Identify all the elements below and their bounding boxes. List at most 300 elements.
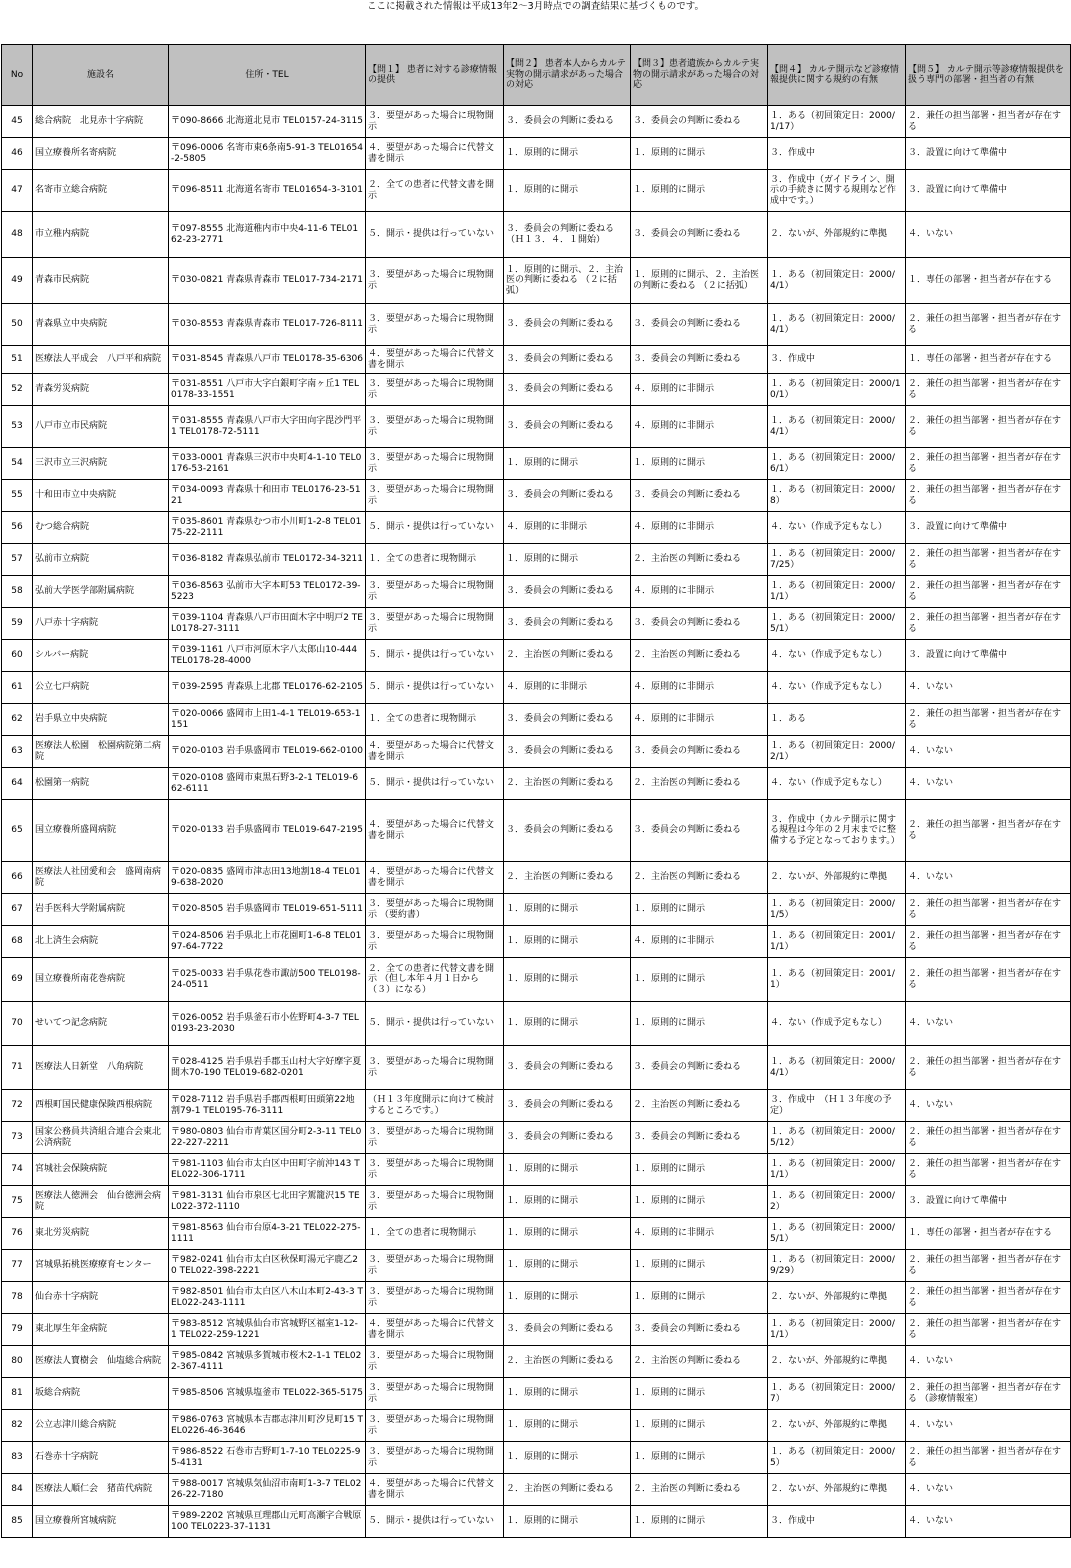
table-row <box>2 1002 1071 1046</box>
cell-q1: ４．要望があった場合に代替文書を開示 <box>366 736 504 768</box>
cell-q2: ３．委員会の判断に委ねる <box>504 406 631 448</box>
cell-no: 71 <box>2 1046 33 1090</box>
cell-no: 69 <box>2 958 33 1002</box>
table-row <box>2 926 1071 958</box>
cell-no: 50 <box>2 304 33 346</box>
col-header-q5: 【問５】 カルテ開示等診療情報提供を扱う専門の部署・担当者の有無 <box>906 45 1071 106</box>
table-body <box>2 106 1071 1538</box>
cell-facility: 岩手医科大学附属病院 <box>33 894 169 926</box>
cell-q4: １．ある（初回策定日：2000/5/12） <box>768 1122 906 1154</box>
cell-q4: ２．ないが、外部規約に準拠 <box>768 1346 906 1378</box>
cell-facility: 医療法人松園 松園病院第二病院 <box>33 736 169 768</box>
cell-q5: ２．兼任の担当部署・担当者が存在する <box>906 1046 1071 1090</box>
table-row <box>2 1314 1071 1346</box>
cell-q3: ４．原則的に非開示 <box>631 512 768 544</box>
cell-q2: ３．委員会の判断に委ねる（Ｈ１３．４．１開始） <box>504 212 631 258</box>
cell-q3: １．原則的に開示 <box>631 138 768 170</box>
cell-q2: １．原則的に開示 <box>504 448 631 480</box>
cell-q3: １．原則的に開示 <box>631 1282 768 1314</box>
cell-address: 〒030-8553 青森県青森市 TEL017-726-8111 <box>169 304 366 346</box>
cell-no: 64 <box>2 768 33 800</box>
cell-q2: ２．主治医の判断に委ねる <box>504 862 631 894</box>
cell-q4: １．ある（初回策定日：2000/7/25） <box>768 544 906 576</box>
cell-facility: 弘前市立病院 <box>33 544 169 576</box>
cell-facility: 青森県立中央病院 <box>33 304 169 346</box>
table-header-row <box>2 45 1071 106</box>
table-row <box>2 1122 1071 1154</box>
cell-q1: （Ｈ１３年度開示に向けて検討するところです。） <box>366 1090 504 1122</box>
cell-address: 〒982-0241 仙台市太白区秋保町湯元字鹿乙20 TEL022-398-2221 <box>169 1250 366 1282</box>
cell-q2: １．原則的に開示 <box>504 1218 631 1250</box>
cell-q4: １．ある（初回策定日：2000/6/1） <box>768 448 906 480</box>
cell-address: 〒020-0108 盛岡市東黒石野3-2-1 TEL019-662-6111 <box>169 768 366 800</box>
cell-q4: ２．ないが、外部規約に準拠 <box>768 1474 906 1506</box>
cell-no: 49 <box>2 258 33 304</box>
cell-q3: １．原則的に開示 <box>631 1506 768 1538</box>
cell-q5: ４．いない <box>906 1474 1071 1506</box>
cell-q1: ３．要望があった場合に現物開示 <box>366 608 504 640</box>
cell-q3: ３．委員会の判断に委ねる <box>631 1046 768 1090</box>
cell-address: 〒020-0133 岩手県盛岡市 TEL019-647-2195 <box>169 800 366 862</box>
cell-q5: １．専任の部署・担当者が存在する <box>906 1218 1071 1250</box>
cell-facility: 弘前大学医学部附属病院 <box>33 576 169 608</box>
cell-no: 67 <box>2 894 33 926</box>
cell-q2: ３．委員会の判断に委ねる <box>504 576 631 608</box>
cell-q3: １．原則的に開示 <box>631 1410 768 1442</box>
cell-address: 〒031-8551 八戸市大字白銀町字南ヶ丘1 TEL0178-33-1551 <box>169 374 366 406</box>
table-row <box>2 106 1071 138</box>
cell-q3: ４．原則的に非開示 <box>631 926 768 958</box>
cell-q3: ３．委員会の判断に委ねる <box>631 212 768 258</box>
cell-q2: ３．委員会の判断に委ねる <box>504 800 631 862</box>
cell-no: 62 <box>2 704 33 736</box>
cell-q4: ３．作成中（ガイドライン、開示の手続きに関する規則など作成中です。） <box>768 170 906 212</box>
cell-q4: １．ある <box>768 704 906 736</box>
cell-q3: １．原則的に開示 <box>631 170 768 212</box>
cell-facility: 国立療養所南花巻病院 <box>33 958 169 1002</box>
cell-q3: ４．原則的に非開示 <box>631 576 768 608</box>
cell-q1: ３．要望があった場合に現物開示 <box>366 1282 504 1314</box>
table-row <box>2 480 1071 512</box>
table-row <box>2 736 1071 768</box>
cell-facility: 西根町国民健康保険西根病院 <box>33 1090 169 1122</box>
cell-facility: 医療法人徳洲会 仙台徳洲会病院 <box>33 1186 169 1218</box>
cell-facility: 三沢市立三沢病院 <box>33 448 169 480</box>
cell-q3: １．原則的に開示 <box>631 1186 768 1218</box>
cell-q5: ３．設置に向けて準備中 <box>906 640 1071 672</box>
cell-q3: ２．主治医の判断に委ねる <box>631 1090 768 1122</box>
table-row <box>2 138 1071 170</box>
cell-facility: 総合病院 北見赤十字病院 <box>33 106 169 138</box>
cell-q4: １．ある（初回策定日：2001/1） <box>768 958 906 1002</box>
table-row <box>2 1346 1071 1378</box>
cell-q3: ４．原則的に非開示 <box>631 374 768 406</box>
table-row <box>2 1250 1071 1282</box>
cell-q1: ３．要望があった場合に現物開示 <box>366 1154 504 1186</box>
cell-q5: ２．兼任の担当部署・担当者が存在する <box>906 374 1071 406</box>
cell-q5: ２．兼任の担当部署・担当者が存在する <box>906 926 1071 958</box>
cell-facility: 東北厚生年金病院 <box>33 1314 169 1346</box>
cell-address: 〒031-8555 青森県八戸市大字田向字毘沙門平1 TEL0178-72-5111 <box>169 406 366 448</box>
cell-q2: ３．委員会の判断に委ねる <box>504 736 631 768</box>
cell-q5: ２．兼任の担当部署・担当者が存在する <box>906 544 1071 576</box>
cell-q5: １．専任の部署・担当者が存在する <box>906 258 1071 304</box>
cell-q5: ３．設置に向けて準備中 <box>906 1186 1071 1218</box>
cell-no: 52 <box>2 374 33 406</box>
cell-address: 〒988-0017 宮城県気仙沼市南町1-3-7 TEL0226-22-7180 <box>169 1474 366 1506</box>
cell-facility: 国家公務員共済組合連合会東北公済病院 <box>33 1122 169 1154</box>
cell-q3: １．原則的に開示 <box>631 1002 768 1046</box>
cell-q1: １．全ての患者に現物開示 <box>366 704 504 736</box>
cell-q5: ４．いない <box>906 1346 1071 1378</box>
cell-q4: １．ある（初回策定日：2000/5/1） <box>768 608 906 640</box>
cell-q3: ２．主治医の判断に委ねる <box>631 1474 768 1506</box>
cell-no: 79 <box>2 1314 33 1346</box>
cell-q4: １．ある（初回策定日：2000/7） <box>768 1378 906 1410</box>
cell-q5: ２．兼任の担当部署・担当者が存在する （診療情報室） <box>906 1378 1071 1410</box>
cell-facility: 石巻赤十字病院 <box>33 1442 169 1474</box>
cell-q1: ３．要望があった場合に現物開示 <box>366 258 504 304</box>
table-row <box>2 1046 1071 1090</box>
cell-no: 78 <box>2 1282 33 1314</box>
cell-no: 48 <box>2 212 33 258</box>
cell-q5: ２．兼任の担当部署・担当者が存在する <box>906 800 1071 862</box>
cell-q4: ２．ないが、外部規約に準拠 <box>768 212 906 258</box>
cell-q2: ３．委員会の判断に委ねる <box>504 608 631 640</box>
table-row <box>2 1090 1071 1122</box>
table-row <box>2 800 1071 862</box>
cell-q1: ５．開示・提供は行っていない <box>366 512 504 544</box>
table-row <box>2 1378 1071 1410</box>
cell-address: 〒981-8563 仙台市台原4-3-21 TEL022-275-1111 <box>169 1218 366 1250</box>
cell-address: 〒980-0803 仙台市青葉区国分町2-3-11 TEL022-227-2211 <box>169 1122 366 1154</box>
cell-no: 75 <box>2 1186 33 1218</box>
cell-q4: １．ある（初回策定日：2000/4/1） <box>768 406 906 448</box>
table-row <box>2 894 1071 926</box>
table-row <box>2 1154 1071 1186</box>
cell-q1: ３．要望があった場合に現物開示 <box>366 304 504 346</box>
table-row <box>2 1282 1071 1314</box>
cell-q1: ３．要望があった場合に現物開示 <box>366 1186 504 1218</box>
cell-q2: ４．原則的に非開示 <box>504 512 631 544</box>
cell-address: 〒025-0033 岩手県花巻市諏訪500 TEL0198-24-0511 <box>169 958 366 1002</box>
cell-facility: 国立療養所宮城病院 <box>33 1506 169 1538</box>
cell-facility: 医療法人平成会 八戸平和病院 <box>33 346 169 374</box>
cell-q1: １．全ての患者に現物開示 <box>366 544 504 576</box>
cell-no: 58 <box>2 576 33 608</box>
cell-q5: ２．兼任の担当部署・担当者が存在する <box>906 406 1071 448</box>
cell-address: 〒026-0052 岩手県釜石市小佐野町4-3-7 TEL0193-23-2030 <box>169 1002 366 1046</box>
cell-q2: １．原則的に開示 <box>504 1002 631 1046</box>
cell-q4: １．ある（初回策定日：2000/5/1） <box>768 1218 906 1250</box>
table-row <box>2 1474 1071 1506</box>
cell-q1: ３．要望があった場合に現物開示 <box>366 1250 504 1282</box>
cell-q1: ３．要望があった場合に現物開示 <box>366 448 504 480</box>
cell-q4: １．ある（初回策定日：2001/1/1） <box>768 926 906 958</box>
cell-q4: ３．作成中 <box>768 138 906 170</box>
table-row <box>2 768 1071 800</box>
cell-q3: ２．主治医の判断に委ねる <box>631 768 768 800</box>
cell-facility: 八戸赤十字病院 <box>33 608 169 640</box>
cell-q2: １．原則的に開示 <box>504 1250 631 1282</box>
cell-q1: ３．要望があった場合に現物開示 <box>366 1410 504 1442</box>
cell-facility: せいてつ記念病院 <box>33 1002 169 1046</box>
cell-q4: ４．ない（作成予定もなし） <box>768 768 906 800</box>
cell-address: 〒020-0103 岩手県盛岡市 TEL019-662-0100 <box>169 736 366 768</box>
cell-facility: 東北労災病院 <box>33 1218 169 1250</box>
table-row <box>2 958 1071 1002</box>
cell-facility: 松園第一病院 <box>33 768 169 800</box>
table-row <box>2 258 1071 304</box>
cell-q5: ２．兼任の担当部署・担当者が存在する <box>906 106 1071 138</box>
cell-no: 46 <box>2 138 33 170</box>
cell-q4: １．ある（初回策定日：2000/9/29） <box>768 1250 906 1282</box>
cell-address: 〒030-0821 青森県青森市 TEL017-734-2171 <box>169 258 366 304</box>
cell-facility: 宮城県拓桃医療療育センター <box>33 1250 169 1282</box>
cell-no: 81 <box>2 1378 33 1410</box>
cell-q3: ４．原則的に非開示 <box>631 704 768 736</box>
cell-q5: ３．設置に向けて準備中 <box>906 138 1071 170</box>
hospital-survey-table <box>1 44 1071 1538</box>
cell-q2: １．原則的に開示 <box>504 958 631 1002</box>
cell-address: 〒096-0006 名寄市東6条南5-91-3 TEL01654-2-5805 <box>169 138 366 170</box>
cell-q4: １．ある（初回策定日：2000/1/1） <box>768 576 906 608</box>
cell-q2: １．原則的に開示 <box>504 894 631 926</box>
cell-q1: ３．要望があった場合に現物開示 <box>366 576 504 608</box>
cell-q2: ３．委員会の判断に委ねる <box>504 1314 631 1346</box>
cell-facility: 宮城社会保険病院 <box>33 1154 169 1186</box>
cell-q4: １．ある（初回策定日：2000/5） <box>768 1442 906 1474</box>
cell-address: 〒020-8505 岩手県盛岡市 TEL019-651-5111 <box>169 894 366 926</box>
cell-no: 72 <box>2 1090 33 1122</box>
cell-no: 59 <box>2 608 33 640</box>
cell-q1: ４．要望があった場合に代替文書を開示 <box>366 1314 504 1346</box>
table-row <box>2 1442 1071 1474</box>
cell-q3: ３．委員会の判断に委ねる <box>631 1122 768 1154</box>
cell-q1: ５．開示・提供は行っていない <box>366 1002 504 1046</box>
cell-facility: シルバー病院 <box>33 640 169 672</box>
cell-address: 〒035-8601 青森県むつ市小川町1-2-8 TEL0175-22-2111 <box>169 512 366 544</box>
cell-q4: １．ある（初回策定日：2000/4/1） <box>768 258 906 304</box>
cell-address: 〒981-3131 仙台市泉区七北田字駕籠沢15 TEL022-372-1110 <box>169 1186 366 1218</box>
cell-facility: 仙台赤十字病院 <box>33 1282 169 1314</box>
cell-q2: １．原則的に開示 <box>504 1378 631 1410</box>
cell-no: 56 <box>2 512 33 544</box>
cell-facility: 岩手県立中央病院 <box>33 704 169 736</box>
cell-q3: １．原則的に開示 <box>631 1154 768 1186</box>
cell-q1: ５．開示・提供は行っていない <box>366 672 504 704</box>
cell-q4: ３．作成中 <box>768 1506 906 1538</box>
cell-q1: ２．全ての患者に代替文書を開示 （但し本年４月１日から（３）になる） <box>366 958 504 1002</box>
cell-q3: １．原則的に開示 <box>631 1250 768 1282</box>
cell-address: 〒986-8522 石巻市吉野町1-7-10 TEL0225-95-4131 <box>169 1442 366 1474</box>
cell-q2: １．原則的に開示 <box>504 1186 631 1218</box>
cell-q1: ３．要望があった場合に現物開示 <box>366 1346 504 1378</box>
cell-address: 〒039-1104 青森県八戸市田面木字中明戸2 TEL0178-27-3111 <box>169 608 366 640</box>
cell-q5: １．専任の部署・担当者が存在する <box>906 346 1071 374</box>
col-header-q2: 【問２】 患者本人からカルテ実物の開示請求があった場合の対応 <box>504 45 631 106</box>
cell-q2: ２．主治医の判断に委ねる <box>504 768 631 800</box>
cell-q3: ３．委員会の判断に委ねる <box>631 736 768 768</box>
cell-q4: ３．作成中 （Ｈ１３年度の予定） <box>768 1090 906 1122</box>
cell-facility: 十和田市立中央病院 <box>33 480 169 512</box>
cell-q3: ４．原則的に非開示 <box>631 672 768 704</box>
cell-q5: ４．いない <box>906 1506 1071 1538</box>
cell-q2: ３．委員会の判断に委ねる <box>504 704 631 736</box>
cell-q5: ２．兼任の担当部署・担当者が存在する <box>906 480 1071 512</box>
cell-q2: ３．委員会の判断に委ねる <box>504 1090 631 1122</box>
cell-q4: １．ある（初回策定日：2000/1/1） <box>768 1154 906 1186</box>
cell-q1: １．全ての患者に現物開示 <box>366 1218 504 1250</box>
cell-q3: ４．原則的に非開示 <box>631 406 768 448</box>
cell-q4: ４．ない（作成予定もなし） <box>768 672 906 704</box>
table-row <box>2 640 1071 672</box>
cell-address: 〒039-1161 八戸市河原木字八太郎山10-444 TEL0178-28-4000 <box>169 640 366 672</box>
cell-q5: ４．いない <box>906 736 1071 768</box>
cell-facility: 医療法人寶樹会 仙塩総合病院 <box>33 1346 169 1378</box>
cell-no: 51 <box>2 346 33 374</box>
cell-no: 45 <box>2 106 33 138</box>
cell-q1: ４．要望があった場合に代替文書を開示 <box>366 346 504 374</box>
cell-no: 82 <box>2 1410 33 1442</box>
cell-q3: １．原則的に開示、２．主治医の判断に委ねる （２に括弧） <box>631 258 768 304</box>
cell-q2: １．原則的に開示 <box>504 544 631 576</box>
cell-address: 〒036-8563 弘前市大字本町53 TEL0172-39-5223 <box>169 576 366 608</box>
cell-q4: １．ある（初回策定日：2000/2） <box>768 1186 906 1218</box>
cell-address: 〒986-0763 宮城県本吉郡志津川町汐見町15 TEL0226-46-3646 <box>169 1410 366 1442</box>
cell-q5: ４．いない <box>906 862 1071 894</box>
cell-q4: ２．ないが、外部規約に準拠 <box>768 1282 906 1314</box>
cell-q1: ３．要望があった場合に現物開示 <box>366 406 504 448</box>
cell-q5: ２．兼任の担当部署・担当者が存在する <box>906 1154 1071 1186</box>
cell-q2: ３．委員会の判断に委ねる <box>504 106 631 138</box>
cell-q1: ４．要望があった場合に代替文書を開示 <box>366 800 504 862</box>
cell-no: 85 <box>2 1506 33 1538</box>
table-row <box>2 304 1071 346</box>
cell-q5: ２．兼任の担当部署・担当者が存在する <box>906 608 1071 640</box>
cell-q3: ２．主治医の判断に委ねる <box>631 862 768 894</box>
cell-q2: １．原則的に開示 <box>504 170 631 212</box>
cell-address: 〒036-8182 青森県弘前市 TEL0172-34-3211 <box>169 544 366 576</box>
cell-q2: １．原則的に開示、２．主治医の判断に委ねる （２に括弧） <box>504 258 631 304</box>
table-row <box>2 862 1071 894</box>
cell-address: 〒024-8506 岩手県北上市花園町1-6-8 TEL0197-64-7722 <box>169 926 366 958</box>
cell-facility: 名寄市立総合病院 <box>33 170 169 212</box>
cell-no: 55 <box>2 480 33 512</box>
table-row <box>2 170 1071 212</box>
cell-q5: ４．いない <box>906 1002 1071 1046</box>
cell-facility: 医療法人順仁会 猪苗代病院 <box>33 1474 169 1506</box>
cell-q5: ２．兼任の担当部署・担当者が存在する <box>906 576 1071 608</box>
cell-q1: ４．要望があった場合に代替文書を開示 <box>366 1474 504 1506</box>
cell-q1: ３．要望があった場合に現物開示 <box>366 1378 504 1410</box>
cell-q4: ４．ない（作成予定もなし） <box>768 512 906 544</box>
cell-no: 80 <box>2 1346 33 1378</box>
cell-q1: ５．開示・提供は行っていない <box>366 768 504 800</box>
cell-q5: ２．兼任の担当部署・担当者が存在する <box>906 894 1071 926</box>
col-header-q4: 【問４】 カルテ開示など診療情報提供に関する規約の有無 <box>768 45 906 106</box>
cell-address: 〒097-8555 北海道稚内市中央4-11-6 TEL0162-23-2771 <box>169 212 366 258</box>
cell-q2: ３．委員会の判断に委ねる <box>504 346 631 374</box>
cell-address: 〒020-0835 盛岡市津志田13地割18-4 TEL019-638-2020 <box>169 862 366 894</box>
cell-q2: ３．委員会の判断に委ねる <box>504 1122 631 1154</box>
cell-q1: ５．開示・提供は行っていない <box>366 640 504 672</box>
cell-q3: ３．委員会の判断に委ねる <box>631 800 768 862</box>
cell-q5: ２．兼任の担当部署・担当者が存在する <box>906 304 1071 346</box>
cell-facility: 青森労災病院 <box>33 374 169 406</box>
cell-address: 〒039-2595 青森県上北郡 TEL0176-62-2105 <box>169 672 366 704</box>
cell-address: 〒028-7112 岩手県岩手郡西根町田頭第22地割79-1 TEL0195-76-3111 <box>169 1090 366 1122</box>
cell-q5: ２．兼任の担当部署・担当者が存在する <box>906 1122 1071 1154</box>
cell-q5: ３．設置に向けて準備中 <box>906 170 1071 212</box>
cell-no: 77 <box>2 1250 33 1282</box>
cell-facility: 八戸市立市民病院 <box>33 406 169 448</box>
cell-facility: 公立七戸病院 <box>33 672 169 704</box>
cell-facility: 国立療養所盛岡病院 <box>33 800 169 862</box>
cell-q4: ２．ないが、外部規約に準拠 <box>768 1410 906 1442</box>
cell-q5: ２．兼任の担当部署・担当者が存在する <box>906 1250 1071 1282</box>
cell-facility: 北上済生会病院 <box>33 926 169 958</box>
cell-q4: ４．ない（作成予定もなし） <box>768 1002 906 1046</box>
cell-q4: １．ある（初回策定日：2000/4/1） <box>768 1046 906 1090</box>
cell-q2: １．原則的に開示 <box>504 1506 631 1538</box>
cell-q2: ２．主治医の判断に委ねる <box>504 1474 631 1506</box>
cell-no: 76 <box>2 1218 33 1250</box>
cell-address: 〒096-8511 北海道名寄市 TEL01654-3-3101 <box>169 170 366 212</box>
cell-facility: 国立療養所名寄病院 <box>33 138 169 170</box>
cell-q3: １．原則的に開示 <box>631 448 768 480</box>
cell-q5: ２．兼任の担当部署・担当者が存在する <box>906 1314 1071 1346</box>
cell-q5: ４．いない <box>906 768 1071 800</box>
survey-note: ここに掲載された情報は平成13年2～3月時点での調査結果に基づくものです。 <box>367 1 704 12</box>
cell-q1: ２．全ての患者に代替文書を開示 <box>366 170 504 212</box>
cell-q3: ３．委員会の判断に委ねる <box>631 346 768 374</box>
cell-no: 68 <box>2 926 33 958</box>
cell-q5: ２．兼任の担当部署・担当者が存在する <box>906 448 1071 480</box>
cell-q1: ３．要望があった場合に現物開示 <box>366 1122 504 1154</box>
cell-q3: ２．主治医の判断に委ねる <box>631 1346 768 1378</box>
cell-q2: １．原則的に開示 <box>504 1282 631 1314</box>
cell-q1: ３．要望があった場合に現物開示 <box>366 106 504 138</box>
cell-q4: ４．ない（作成予定もなし） <box>768 640 906 672</box>
cell-facility: 坂総合病院 <box>33 1378 169 1410</box>
cell-q4: １．ある（初回策定日：2000/4/1） <box>768 304 906 346</box>
cell-no: 61 <box>2 672 33 704</box>
cell-q5: ４．いない <box>906 672 1071 704</box>
cell-q5: ２．兼任の担当部署・担当者が存在する <box>906 958 1071 1002</box>
table-row <box>2 1218 1071 1250</box>
cell-address: 〒989-2202 宮城県亘理郡山元町高瀬字合戦原100 TEL0223-37-1131 <box>169 1506 366 1538</box>
cell-q4: １．ある（初回策定日：2000/10/1） <box>768 374 906 406</box>
table-row <box>2 576 1071 608</box>
cell-q3: ３．委員会の判断に委ねる <box>631 608 768 640</box>
table-row <box>2 212 1071 258</box>
cell-address: 〒090-8666 北海道北見市 TEL0157-24-3115 <box>169 106 366 138</box>
cell-no: 47 <box>2 170 33 212</box>
cell-q2: １．原則的に開示 <box>504 1442 631 1474</box>
cell-no: 83 <box>2 1442 33 1474</box>
cell-q2: ３．委員会の判断に委ねる <box>504 304 631 346</box>
cell-q2: ２．主治医の判断に委ねる <box>504 640 631 672</box>
table-row <box>2 374 1071 406</box>
cell-q5: ４．いない <box>906 212 1071 258</box>
cell-q2: ３．委員会の判断に委ねる <box>504 374 631 406</box>
cell-q2: １．原則的に開示 <box>504 138 631 170</box>
cell-q4: １．ある（初回策定日：2000/2/1） <box>768 736 906 768</box>
cell-q1: ３．要望があった場合に現物開示 （要約書） <box>366 894 504 926</box>
cell-q1: ３．要望があった場合に現物開示 <box>366 1046 504 1090</box>
cell-address: 〒020-0066 盛岡市上田1-4-1 TEL019-653-1151 <box>169 704 366 736</box>
